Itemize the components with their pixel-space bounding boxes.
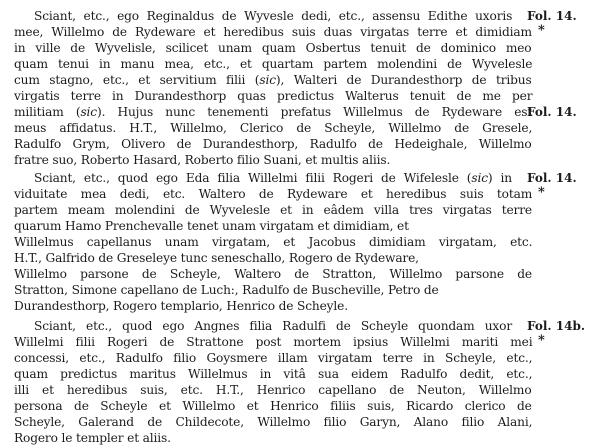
- text-line: fratre suo, Roberto Hasard, Roberto filio Suani, et multis aliis.: [14, 153, 391, 167]
- text-line: Sciant, etc., quod ego Eda filia Willelmi filii Rogeri de Wifelesle (sic) in: [34, 171, 512, 185]
- text-line: mee, Willelmo de Rydeware et heredibus suis duas virgatas terre et dimidiam: [14, 25, 532, 39]
- text-line: virgatis terre in Durandesthorp quas predictus Walterus tenuit de me per: [14, 89, 533, 103]
- text-line: persona de Scheyle et Willelmo et Henrico filiis suis, Ricardo clerico de: [14, 399, 532, 413]
- text-line: Radulfo Grym, Olivero de Durandesthorp, Radulfo de Hedeighale, Willelmo: [14, 137, 532, 151]
- text-line: Sciant, etc., ego Reginaldus de Wyvesle dedi, etc., assensu Edithe uxoris: [34, 9, 513, 23]
- sic-annotation: sic: [259, 73, 276, 87]
- text-line: concessi, etc., Radulfo filio Goysmere illam virgatam terre in Scheyle, etc.,: [14, 351, 533, 365]
- text-line: militiam (sic). Hujus nunc tenementi prefatus Willelmus de Rydeware est: [14, 105, 533, 119]
- asterisk-mark: *: [538, 23, 545, 38]
- text-line: in ville de Wyvelisle, scilicet unam quam Osbertus tenuit de dominico meo: [14, 41, 532, 55]
- text-line: Stratton, Simone capellano de Luch:, Radulfo de Buscheville, Petro de: [14, 283, 439, 297]
- folio-label: Fol. 14b.: [527, 319, 586, 333]
- text-line: Durandesthorp, Rogero templario, Henrico de Scheyle.: [14, 299, 348, 313]
- text-line: Rogero le templer et aliis.: [14, 431, 171, 445]
- folio-reference: [527, 318, 587, 347]
- folio-reference: [527, 104, 587, 120]
- sic-annotation: sic: [471, 171, 488, 185]
- folio-label: Fol. 14.: [527, 171, 577, 185]
- text-line: quam predictus maritus Willelmus in vitâ sua eidem Radulfo dedit, etc.,: [14, 367, 533, 381]
- text-line: quarum Hamo Prenchevalle tenet unam virgatam et dimidiam, et: [14, 219, 409, 233]
- text-line: partem meam molendini de Wyvelesle et in eâdem villa tres virgatas terre: [14, 203, 532, 217]
- text-line: Willelmus capellanus unam virgatam, et Jacobus dimidiam virgatam, etc.: [14, 235, 533, 249]
- text-line: meus affidatus. H.T., Willelmo, Clerico de Scheyle, Willelmo de Gresele,: [14, 121, 533, 135]
- text-line: cum stagno, etc., et servitium filii (sic), Walteri de Durandesthorp de tribus: [14, 73, 532, 87]
- charter-text: [14, 170, 534, 314]
- text-line: Willelmo parsone de Scheyle, Waltero de Stratton, Willelmo parsone de: [14, 267, 532, 281]
- folio-label: Fol. 14.: [527, 9, 577, 23]
- text-line: Sciant, etc., quod ego Angnes filia Radulfi de Scheyle quondam uxor: [34, 319, 512, 333]
- text-line: Scheyle, Galerand de Childecote, Willelmo filio Garyn, Alano filio Alani,: [14, 415, 533, 429]
- asterisk-mark: *: [538, 185, 545, 200]
- text-line: quam tenui in manu mea, etc., et quartam partem molendini de Wyvelesle: [14, 57, 533, 71]
- asterisk-mark: *: [538, 333, 545, 348]
- text-line: viduitate mea dedi, etc. Waltero de Rydeware et heredibus suis totam: [14, 187, 533, 201]
- folio-reference: [527, 8, 587, 37]
- charter-text: [14, 8, 534, 168]
- folio-label: Fol. 14.: [527, 105, 577, 119]
- text-line: illi et heredibus suis, etc. H.T., Henrico capellano de Neuton, Willelmo: [14, 383, 532, 397]
- text-line: Willelmi filii Rogeri de Strattone post mortem ipsius Willelmi mariti mei: [14, 335, 533, 349]
- folio-reference: [527, 170, 587, 199]
- text-line: H.T., Galfrido de Greseleye tunc seneschallo, Rogero de Rydeware,: [14, 251, 419, 265]
- sic-annotation: sic: [80, 105, 97, 119]
- charter-text: [14, 318, 534, 446]
